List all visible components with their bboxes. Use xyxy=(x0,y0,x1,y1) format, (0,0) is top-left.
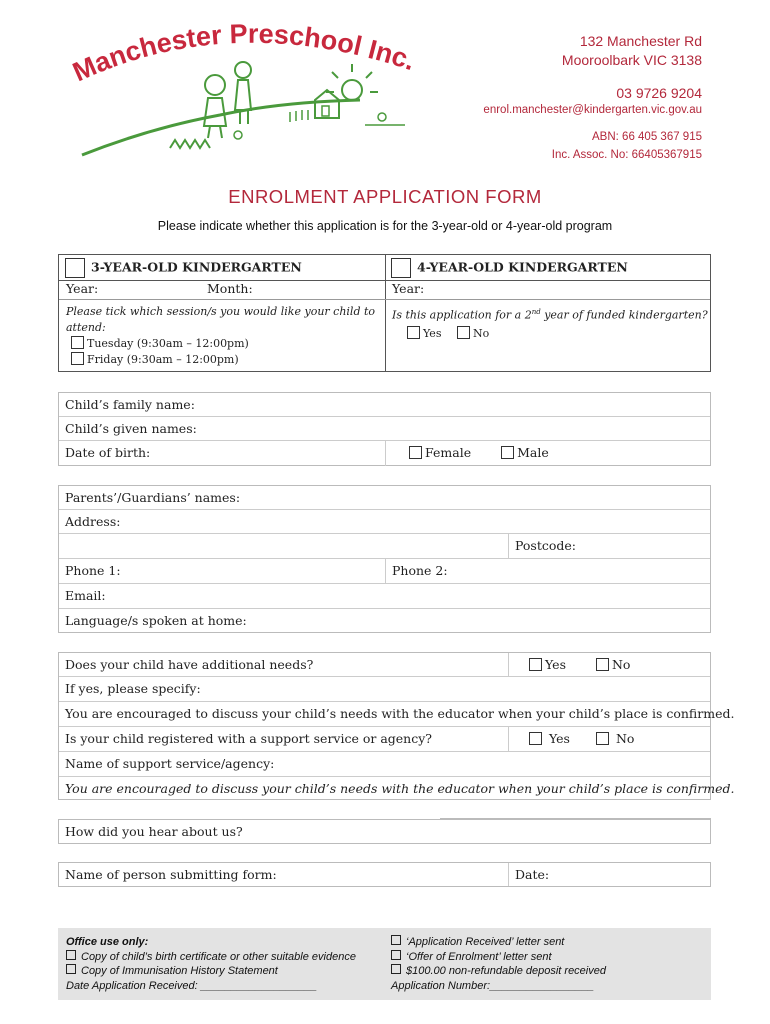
parent-details-section xyxy=(58,485,711,633)
dob-field[interactable]: Date of birth: xyxy=(65,445,151,460)
office-use-title: Office use only: xyxy=(66,936,149,948)
four-year-year-label: Year: xyxy=(392,281,425,296)
phone1-field[interactable]: Phone 1: xyxy=(65,563,121,578)
email-address[interactable]: enrol.manchester@kindergarten.vic.gov.au xyxy=(483,104,702,116)
given-names-field[interactable]: Child’s given names: xyxy=(65,421,197,436)
office-immunisation-item: Copy of Immunisation History Statement xyxy=(66,964,356,979)
phone-number: 03 9726 9204 xyxy=(616,85,702,101)
office-received-letter-item: ‘Application Received’ letter sent xyxy=(391,935,606,950)
office-checkbox[interactable] xyxy=(391,964,401,974)
session-friday[interactable]: Friday (9:30am – 12:00pm) xyxy=(71,352,239,368)
office-offer-letter-item: ‘Offer of Enrolment’ letter sent xyxy=(391,950,606,965)
support-yes-checkbox[interactable] xyxy=(529,732,542,745)
support-name-field[interactable]: Name of support service/agency: xyxy=(65,756,275,771)
office-application-number[interactable]: Application Number:_________________ xyxy=(391,979,595,992)
hear-about-field[interactable]: How did you hear about us? xyxy=(65,824,243,839)
three-year-month-label: Month: xyxy=(207,281,253,296)
inc-assoc-number: Inc. Assoc. No: 66405367915 xyxy=(551,149,702,161)
female-checkbox[interactable] xyxy=(409,446,422,459)
phone2-field[interactable]: Phone 2: xyxy=(392,563,448,578)
three-year-year-label: Year: xyxy=(66,281,99,296)
address-line2: Mooroolbark VIC 3138 xyxy=(561,52,702,68)
office-birth-cert-item: Copy of child’s birth certificate or other suitable evidence xyxy=(66,950,356,965)
friday-checkbox[interactable] xyxy=(71,352,84,365)
office-checkbox[interactable] xyxy=(391,935,401,945)
additional-needs-yes-checkbox[interactable] xyxy=(529,658,542,671)
office-use-panel xyxy=(58,928,711,1000)
form-title: ENROLMENT APPLICATION FORM xyxy=(228,186,542,207)
session-note: Please tick which session/s you would like your child to attend: xyxy=(66,305,376,334)
encouragement-note-italic: You are encouraged to discuss your child’s needs with the educator when your child’s place is confirmed. xyxy=(65,781,735,796)
submit-date-field[interactable]: Date: xyxy=(515,867,550,882)
logo xyxy=(60,20,420,165)
logo-illustration xyxy=(60,20,420,165)
tuesday-checkbox[interactable] xyxy=(71,336,84,349)
email-field[interactable]: Email: xyxy=(65,588,106,603)
languages-field[interactable]: Language/s spoken at home: xyxy=(65,613,247,628)
office-date-received[interactable]: Date Application Received: ___________________ xyxy=(66,979,317,992)
family-name-field[interactable]: Child’s family name: xyxy=(65,397,195,412)
submitter-name-field[interactable]: Name of person submitting form: xyxy=(65,867,277,882)
hear-about-section xyxy=(58,819,711,844)
address-field[interactable]: Address: xyxy=(65,514,121,529)
logo-text: Manchester Preschool Inc. xyxy=(68,20,419,88)
session-tuesday[interactable]: Tuesday (9:30am – 12:00pm) xyxy=(71,336,249,352)
postcode-field[interactable]: Postcode: xyxy=(515,538,577,553)
additional-needs-no-checkbox[interactable] xyxy=(596,658,609,671)
specify-needs-field[interactable]: If yes, please specify: xyxy=(65,681,201,696)
additional-needs-section: Does your child have additional needs? Yes No If yes, please specify: You are encouraged to discuss your child’s needs with the educator when your child’s place is confirmed. Is your child registered with a support service or agency? Yes No Name of support service/agency: You are encouraged to discuss your child’s needs with the educator when your child’s place is confirmed. xyxy=(58,652,711,800)
office-checkbox[interactable] xyxy=(66,950,76,960)
submitter-section xyxy=(58,862,711,887)
abn: ABN: 66 405 367 915 xyxy=(592,131,702,143)
three-year-checkbox[interactable] xyxy=(65,258,85,278)
address-line1: 132 Manchester Rd xyxy=(579,33,702,49)
male-checkbox[interactable] xyxy=(501,446,514,459)
office-checkbox[interactable] xyxy=(391,950,401,960)
program-selection-table: 3-YEAR-OLD KINDERGARTEN Year: Month: Please tick which session/s you would like your child to attend: Tuesday (9:30am – 12:00pm) Friday (9:30am – 12:00pm) 4-YEAR-OLD KINDERGARTEN Year: Is this application for a 2nd year of funded kindergarten? Yes No xyxy=(58,254,711,372)
form-subtitle: Please indicate whether this application is for the 3-year-old or 4-year-old program xyxy=(157,219,613,233)
second-year-no-checkbox[interactable] xyxy=(457,326,470,339)
second-year-question: Is this application for a 2nd year of funded kindergarten? xyxy=(392,308,708,322)
office-deposit-item: $100.00 non-refundable deposit received xyxy=(391,964,606,979)
support-no-checkbox[interactable] xyxy=(596,732,609,745)
four-year-label: 4-YEAR-OLD KINDERGARTEN xyxy=(417,259,628,275)
second-year-yes-checkbox[interactable] xyxy=(407,326,420,339)
parents-names-field[interactable]: Parents’/Guardians’ names: xyxy=(65,490,241,505)
office-checkbox[interactable] xyxy=(66,964,76,974)
additional-needs-question: Does your child have additional needs? xyxy=(65,657,314,672)
encouragement-note: You are encouraged to discuss your child’s needs with the educator when your child’s place is confirmed. xyxy=(65,706,735,721)
child-details-section: Child’s family name: Child’s given names: Date of birth: Female Male xyxy=(58,392,711,466)
three-year-label: 3-YEAR-OLD KINDERGARTEN xyxy=(91,259,302,275)
four-year-checkbox[interactable] xyxy=(391,258,411,278)
support-service-question: Is your child registered with a support service or agency? xyxy=(65,731,432,746)
